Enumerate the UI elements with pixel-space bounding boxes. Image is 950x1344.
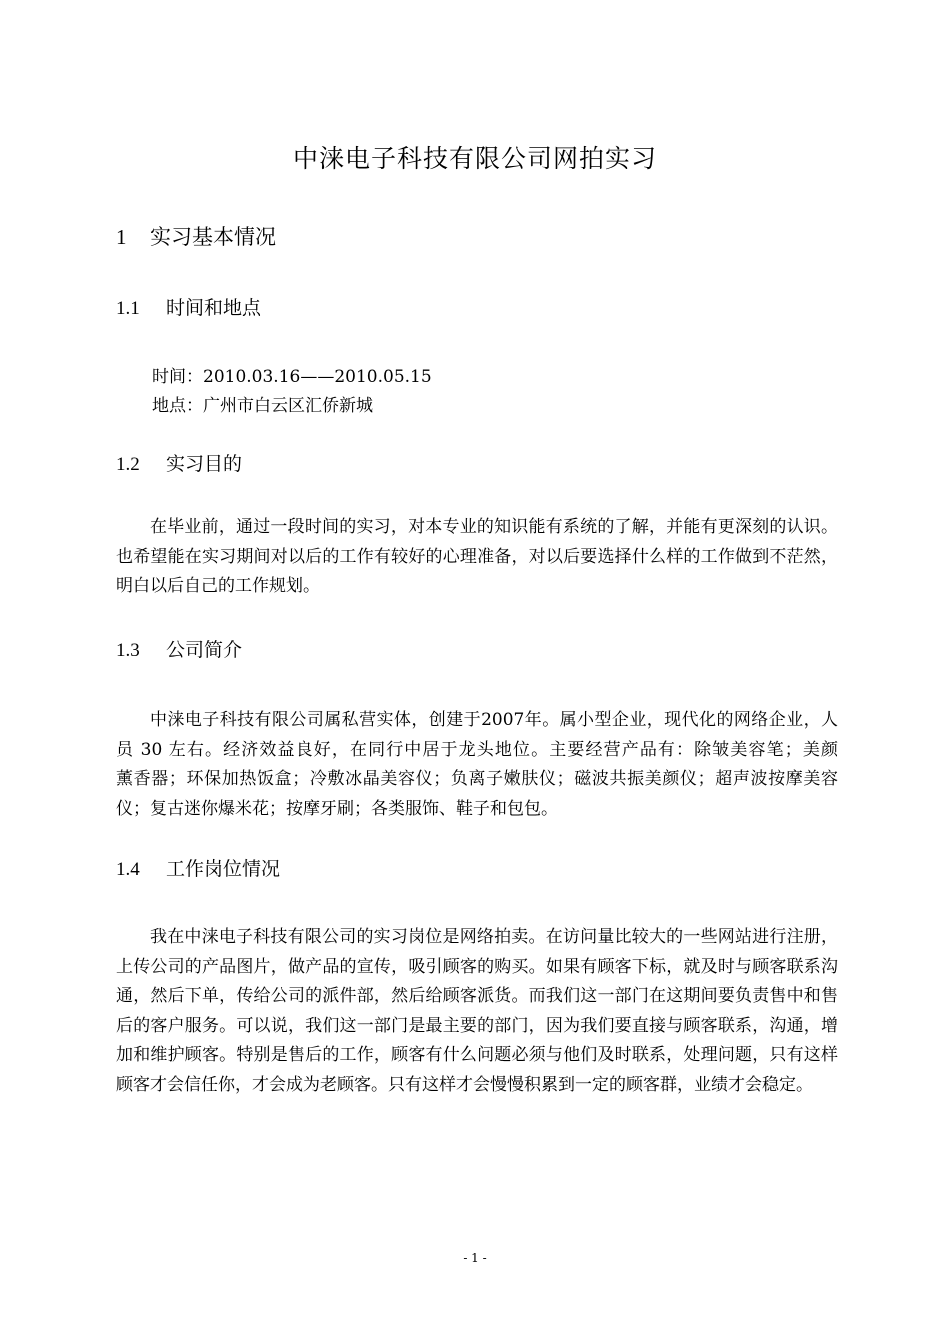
subsection-number: 1.3 — [116, 640, 140, 661]
company-paragraph: 中涞电子科技有限公司属私营实体，创建于2007年。属小型企业，现代化的网络企业，人员 30 左右。经济效益良好，在同行中居于龙头地位。主要经营产品有：除皱美容笔；美颜 薰香器；环保加热饭盒；冷敷冰晶美容仪；负离子嫩肤仪；磁波共振美颜仪；超声波按摩美容仪；复古迷你爆米花；按摩牙刷；各类服饰、鞋子和包包。 — [116, 710, 872, 819]
subsection-number: 1.1 — [116, 298, 140, 319]
section-number: 1 — [116, 225, 127, 249]
subsection-title: 公司简介 — [166, 639, 243, 661]
subsection-number: 1.2 — [116, 454, 140, 475]
subsection-title: 时间和地点 — [166, 297, 262, 319]
subsection-title: 实习目的 — [166, 453, 243, 475]
purpose-paragraph: 在毕业前，通过一段时间的实习，对本专业的知识能有系统的了解，并能有更深刻的认识。也希望能在实习期间对以后的工作有较好的心理准备，对以后要选择什么样的工作做到不茫然，明白以后自己的工作规划。 — [116, 517, 838, 597]
page-number: - 1 - — [463, 1251, 487, 1265]
section-heading-1 — [116, 222, 276, 252]
subsection-heading-1-3 — [116, 636, 242, 665]
subsection-heading-1-4 — [116, 855, 280, 884]
section-title: 实习基本情况 — [150, 225, 276, 249]
subsection-heading-1-2 — [116, 450, 242, 479]
place-line: 地点：广州市白云区汇侨新城 — [152, 396, 373, 416]
time-line: 时间：2010.03.16——2010.05.15 — [152, 367, 432, 387]
subsection-heading-1-1 — [116, 294, 261, 323]
subsection-number: 1.4 — [116, 859, 140, 880]
document-title: 中涞电子科技有限公司网拍实习 — [292, 144, 657, 173]
subsection-title: 工作岗位情况 — [166, 858, 281, 880]
position-paragraph: 我在中涞电子科技有限公司的实习岗位是网络拍卖。在访问量比较大的一些网站进行注册，上传公司的产品图片，做产品的宣传，吸引顾客的购买。如果有顾客下标，就及时与顾客联系沟通，然后下单，传给公司的派件部，然后给顾客派货。而我们这一部门在这期间要负责售中和售后的客户服务。可以说，我们这一部门是最主要的部门，因为我们要直接与顾客联系，沟通，增加和维护顾客。特别是售后的工作，顾客有什么问题必须与他们及时联系，处理问题，只有这样顾客才会信任你，才会成为老顾客。只有这样才会慢慢积累到一定的顾客群，业绩才会稳定。 — [116, 927, 838, 1095]
